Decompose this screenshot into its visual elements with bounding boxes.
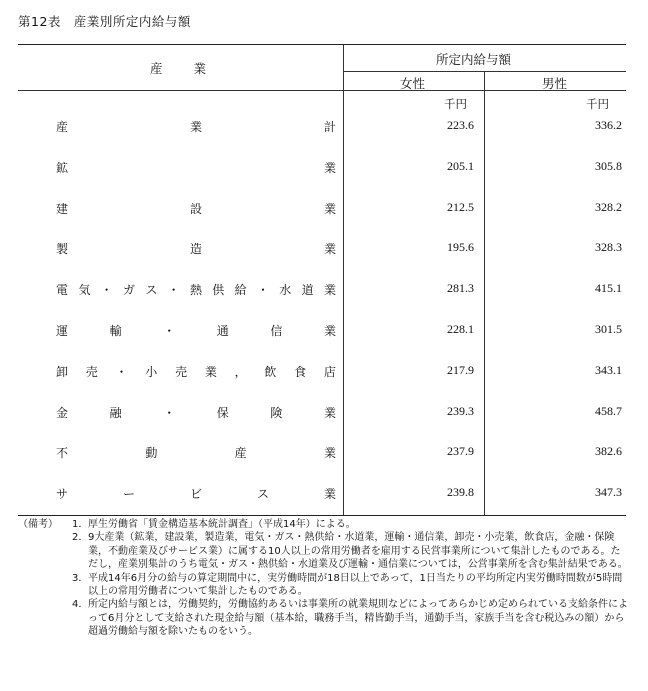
header-female: 女性	[400, 76, 426, 91]
row-label: 不 動 産 業	[56, 446, 336, 461]
value-male: 458.7	[595, 403, 622, 418]
table-row	[18, 485, 626, 505]
row-label: 卸 売 ・ 小 売 業 ， 飲 食 店	[56, 364, 336, 379]
note-text: 平成14年6月分の給与の算定期間中に，実労働時間が18日以上であって，1日当たりの平均所定内実労働時間数が5時間以上の常用労働者について集計したものである。	[88, 572, 623, 598]
table-row	[18, 159, 626, 179]
value-male: 343.1	[595, 362, 622, 377]
note-item	[18, 531, 630, 571]
unit-male: 千円	[586, 97, 609, 111]
value-female: 212.5	[447, 199, 474, 214]
row-label: 運 輸 ・ 通 信 業	[56, 324, 336, 338]
value-male: 336.2	[595, 118, 622, 132]
note-number: 1．	[72, 519, 89, 530]
note-item	[18, 518, 630, 531]
table-row	[18, 281, 626, 301]
value-male: 305.8	[595, 158, 622, 173]
header-bottom-line	[18, 90, 626, 91]
value-male: 382.6	[595, 444, 622, 459]
table-row	[18, 322, 626, 342]
header-industry: 産 業	[150, 61, 209, 76]
note-text: 厚生労働省「賃金構造基本統計調査」（平成14年）による。	[88, 519, 356, 530]
value-female: 195.6	[447, 240, 474, 255]
unit-female: 千円	[444, 97, 467, 111]
value-male: 347.3	[595, 485, 622, 500]
value-female: 223.6	[447, 118, 474, 132]
row-label: 産 業 計	[56, 120, 336, 134]
value-female: 239.3	[447, 403, 474, 418]
note-number: 2．	[72, 532, 89, 544]
data-table	[18, 44, 626, 516]
note-number: 4．	[72, 599, 89, 611]
row-label: 金 融 ・ 保 険 業	[56, 405, 336, 420]
header-salary: 所定内給与額	[436, 52, 512, 67]
value-female: 239.8	[447, 485, 474, 500]
table-row	[18, 118, 626, 138]
value-male: 328.3	[595, 240, 622, 255]
note-text: 9大産業（鉱業，建設業，製造業，電気・ガス・熱供給・水道業，運輸・通信業，卸売・小売業，飲食店，金融・保険業，不動産業及びサービス業）に属する10人以上の常用労働者を雇用する民営事業所について集計したものである。ただし，産業別集計のうち電気・ガス・熱供給・水道業及び運輸・通信業については，公営事業所を含む集計結果である。	[88, 532, 628, 571]
value-female: 205.1	[447, 158, 474, 173]
row-label: 建 設 業	[56, 201, 336, 216]
note-item	[18, 598, 630, 638]
header-subline	[343, 71, 626, 72]
row-label: サ ー ビ ス 業	[56, 487, 336, 502]
note-number: 3．	[72, 572, 89, 584]
value-female: 217.9	[447, 362, 474, 377]
value-male: 301.5	[595, 322, 622, 336]
header-male: 男性	[542, 76, 568, 91]
row-label: 製 造 業	[56, 242, 336, 257]
note-item	[18, 572, 630, 599]
value-male: 328.2	[595, 199, 622, 214]
table-row	[18, 240, 626, 260]
note-text: 所定内給与額とは，労働契約，労働協約あるいは事業所の就業規則などによってあらかじめ定められている支給条件によって6月分として支給された現金給与額（基本給，職務手当，精皆勤手当，通勤手当，家族手当を含む税込みの額）から超過労働給与額を除いたものをいう。	[88, 599, 628, 638]
table-title: 第12表 産業別所定内給与額	[18, 14, 191, 29]
table-row	[18, 200, 626, 220]
value-female: 228.1	[447, 322, 474, 336]
row-label: 鉱 業	[56, 160, 336, 175]
value-female: 281.3	[447, 281, 474, 296]
table-row	[18, 444, 626, 464]
notes-head: （備考）	[18, 519, 58, 530]
row-label: 電 気 ・ ガ ス ・ 熱 供 給 ・ 水 道 業	[56, 283, 336, 298]
table-row	[18, 404, 626, 424]
notes	[18, 518, 630, 639]
value-male: 415.1	[595, 281, 622, 296]
value-female: 237.9	[447, 444, 474, 459]
table-row	[18, 363, 626, 383]
